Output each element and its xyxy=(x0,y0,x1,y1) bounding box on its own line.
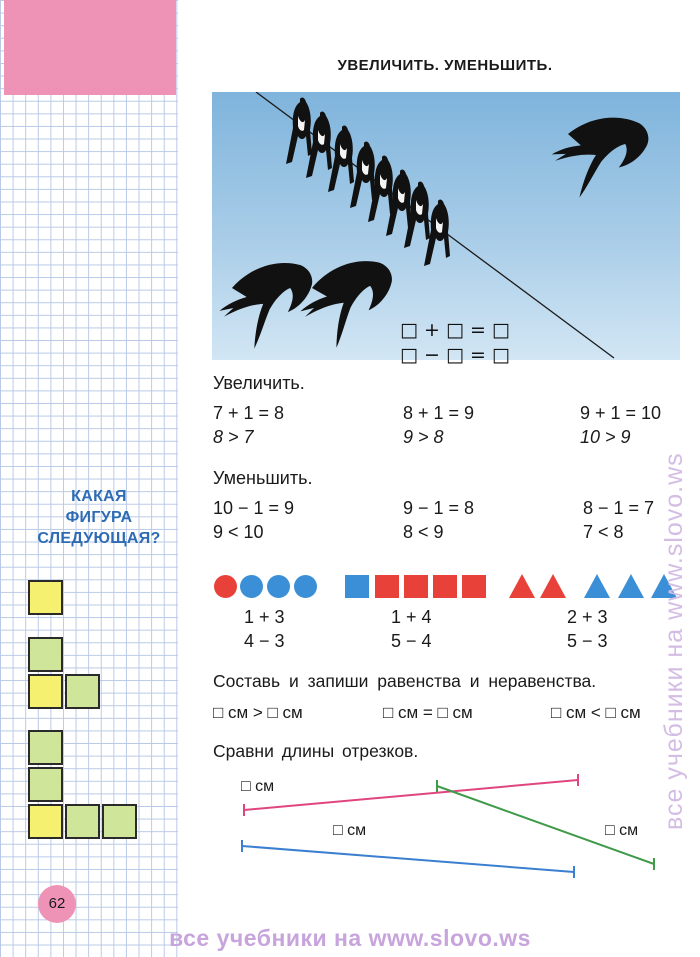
segment-label-2: □ см xyxy=(333,822,367,839)
question-line-3: СЛЕДУЮЩАЯ? xyxy=(37,530,161,547)
task1-item-3: □ см < □ см xyxy=(551,703,641,722)
decrease-eq-3: 8 − 1 = 7 xyxy=(583,498,655,518)
shape-expr-1b: 4 − 3 xyxy=(244,631,285,651)
shape-expr-2b: 5 − 4 xyxy=(391,631,432,651)
shape-expr-1a: 1 + 3 xyxy=(244,607,285,627)
increase-heading: Увеличить. xyxy=(213,373,305,393)
decrease-eq-2: 9 − 1 = 8 xyxy=(403,498,475,518)
increase-cmp-1: 8 > 7 xyxy=(213,427,254,447)
task1-item-2: □ см = □ см xyxy=(383,703,473,722)
green-segment xyxy=(437,780,654,870)
hint-addition: □ + □ = □ xyxy=(400,319,510,341)
decrease-cmp-1: 9 < 10 xyxy=(213,522,264,542)
task2-text: Сравни длины отрезков. xyxy=(213,741,419,761)
task1-item-1: □ см > □ см xyxy=(213,703,303,722)
shape-expr-3b: 5 − 3 xyxy=(567,631,608,651)
footer-watermark: все учебники на www.slovo.ws xyxy=(169,925,531,951)
segment-label-1: □ см xyxy=(241,778,275,795)
task1-text: Составь и запиши равенства и неравенства. xyxy=(213,671,597,691)
shape-expr-3a: 2 + 3 xyxy=(567,607,608,627)
page-title: УВЕЛИЧИТЬ. УМЕНЬШИТЬ. xyxy=(337,57,553,74)
increase-eq-1: 7 + 1 = 8 xyxy=(213,403,285,423)
side-watermark: все учебники на www.slovo.ws xyxy=(660,452,688,830)
page-number: 62 xyxy=(38,885,76,923)
pink-segment xyxy=(244,774,578,816)
blue-segment xyxy=(242,840,574,878)
decrease-cmp-3: 7 < 8 xyxy=(583,522,624,542)
increase-cmp-3: 10 > 9 xyxy=(580,427,631,447)
hint-subtraction: □ − □ = □ xyxy=(400,344,510,366)
segment-label-3: □ см xyxy=(605,822,639,839)
decrease-cmp-2: 8 < 9 xyxy=(403,522,444,542)
increase-cmp-2: 9 > 8 xyxy=(403,427,444,447)
increase-eq-2: 8 + 1 = 9 xyxy=(403,403,475,423)
question-line-2: ФИГУРА xyxy=(65,509,133,526)
question-line-1: КАКАЯ xyxy=(71,488,127,505)
decrease-heading: Уменьшить. xyxy=(213,468,313,488)
shape-expr-2a: 1 + 4 xyxy=(391,607,432,627)
increase-eq-3: 9 + 1 = 10 xyxy=(580,403,662,423)
decrease-eq-1: 10 − 1 = 9 xyxy=(213,498,295,518)
